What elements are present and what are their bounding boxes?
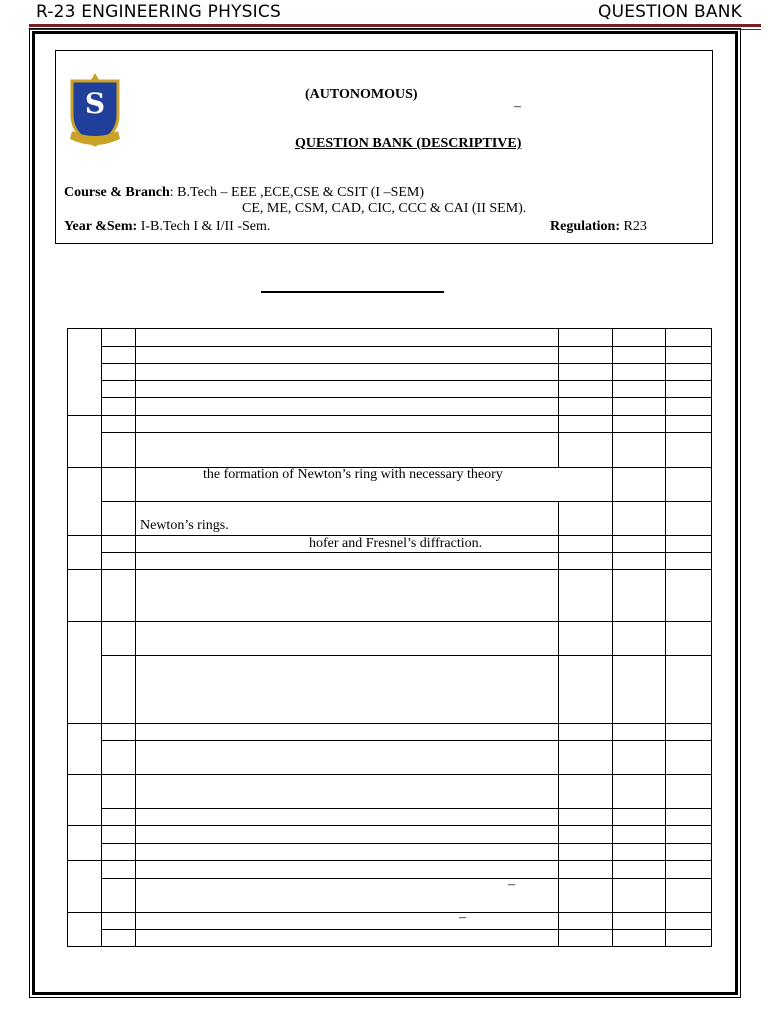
question-text-dash: – bbox=[459, 910, 466, 925]
autonomous-label: (AUTONOMOUS) bbox=[305, 87, 418, 102]
table-outer-border bbox=[68, 329, 712, 947]
year-label: Year &Sem: bbox=[64, 219, 138, 234]
question-text-fraunhofer: hofer and Fresnel’s diffraction. bbox=[309, 536, 483, 551]
svg-text:S: S bbox=[84, 87, 106, 120]
question-text-dash: – bbox=[508, 877, 515, 892]
course-label: Course & Branch bbox=[64, 185, 170, 200]
year-value: I-B.Tech I & I/II -Sem. bbox=[137, 219, 271, 234]
course-branch-line-2: CE, ME, CSM, CAD, CIC, CCC & CAI (II SEM). bbox=[242, 201, 527, 216]
running-header-label: QUESTION BANK bbox=[597, 2, 742, 22]
course-value: : B.Tech – EEE ,ECE,CSE & CSIT (I –SEM) bbox=[169, 185, 425, 200]
regulation-value: R23 bbox=[620, 219, 647, 234]
header-dash: – bbox=[514, 99, 521, 114]
question-bank-title: QUESTION BANK (DESCRIPTIVE) bbox=[295, 136, 522, 151]
question-text-newton-rings: Newton’s rings. bbox=[140, 518, 229, 533]
regulation-label: Regulation: bbox=[550, 219, 620, 234]
running-header-title: R-23 ENGINEERING PHYSICS bbox=[36, 2, 281, 22]
question-text-newton-formation: the formation of Newton’s ring with necessary theory bbox=[203, 467, 503, 482]
